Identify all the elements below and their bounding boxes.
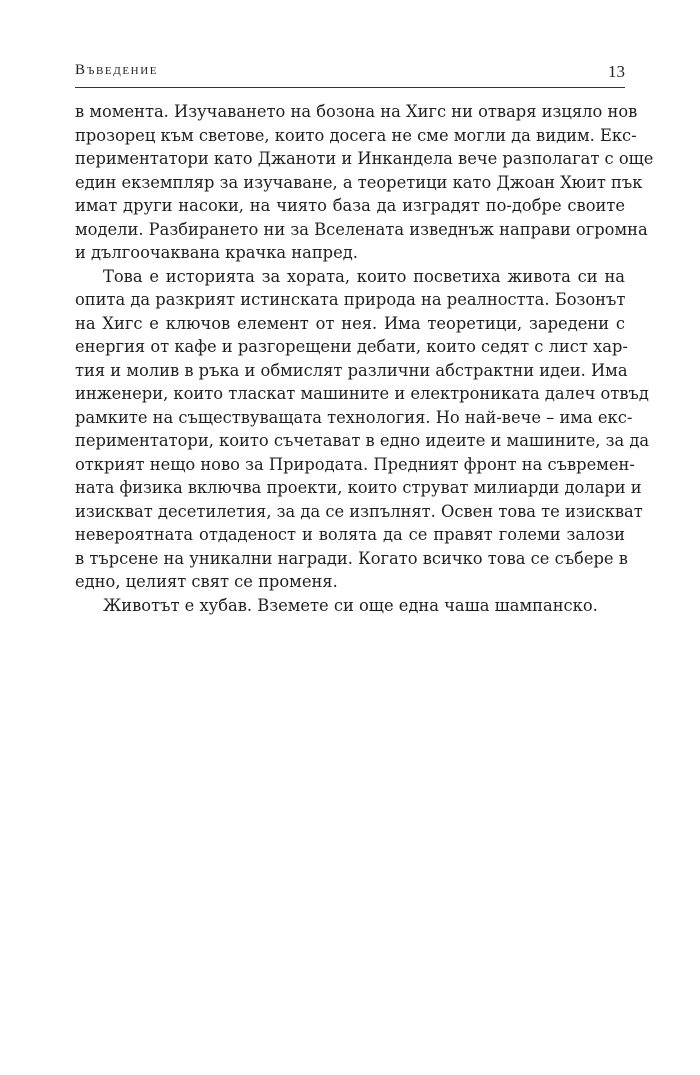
text-line: прозорец към световe, които досега не сме могли да видим. Екс- — [75, 125, 637, 145]
text-line: Това е историята за хората, които посветиха живота си на — [103, 266, 625, 286]
text-line: открият нещо ново за Природата. Предният фронт на съвремен- — [75, 454, 635, 474]
text-line: опита да разкрият истинската природа на реалността. Бозонът — [75, 290, 626, 309]
header-rule — [75, 87, 625, 88]
text-line: периментатори като Джаноти и Инкандела вече разполагат с още — [75, 149, 654, 168]
paragraph — [75, 594, 625, 618]
text-line: модели. Разбирането ни за Вселената изведнъж направи огромна — [75, 219, 648, 239]
running-head-title: Въведение — [75, 62, 159, 78]
text-line: в търсене на уникални награди. Когато всичко това се събере в — [75, 548, 628, 568]
text-line: периментатори, които съчетават в едно идеите и машините, за да — [75, 431, 650, 450]
text-line: един екземпляр за изучаване, а теоретици като Джоан Хюит пък — [75, 172, 643, 192]
text-line: рамките на съществуващата технология. Но най-вече – има екс- — [75, 407, 633, 427]
text-line: невероятната отдаденост и волята да се правят големи залози — [75, 525, 625, 544]
paragraph — [75, 100, 654, 265]
body-text — [75, 100, 654, 617]
text-line: инженери, които тласкат машините и електрониката далеч отвъд — [75, 384, 649, 403]
text-line: ната физика включва проекти, които струват милиарди долари и — [75, 478, 642, 497]
text-line: тия и молив в ръка и обмислят различни абстрактни идеи. Има — [75, 360, 628, 380]
text-line: енергия от кафе и разгорещени дебати, които седят с лист хар- — [75, 337, 628, 356]
text-line: и дългоочаквана крачка напред. — [75, 243, 358, 262]
text-line: имат други насоки, на чиято база да изградят по-добре своите — [75, 196, 625, 215]
paragraph — [75, 265, 650, 594]
text-line: изискват десетилетия, за да се изпълнят. Освен това те изискват — [75, 501, 643, 521]
text-line: на Хигс е ключов елемент от нея. Има теоретици, заредени с — [75, 313, 625, 333]
text-line: едно, целият свят се променя. — [75, 572, 338, 591]
text-line: в момента. Изучаването на бозона на Хигс ни отваря изцяло нов — [75, 102, 638, 121]
page-number: 13 — [608, 62, 625, 81]
text-line: Животът е хубав. Вземете си още една чаша шампанско. — [103, 595, 598, 615]
